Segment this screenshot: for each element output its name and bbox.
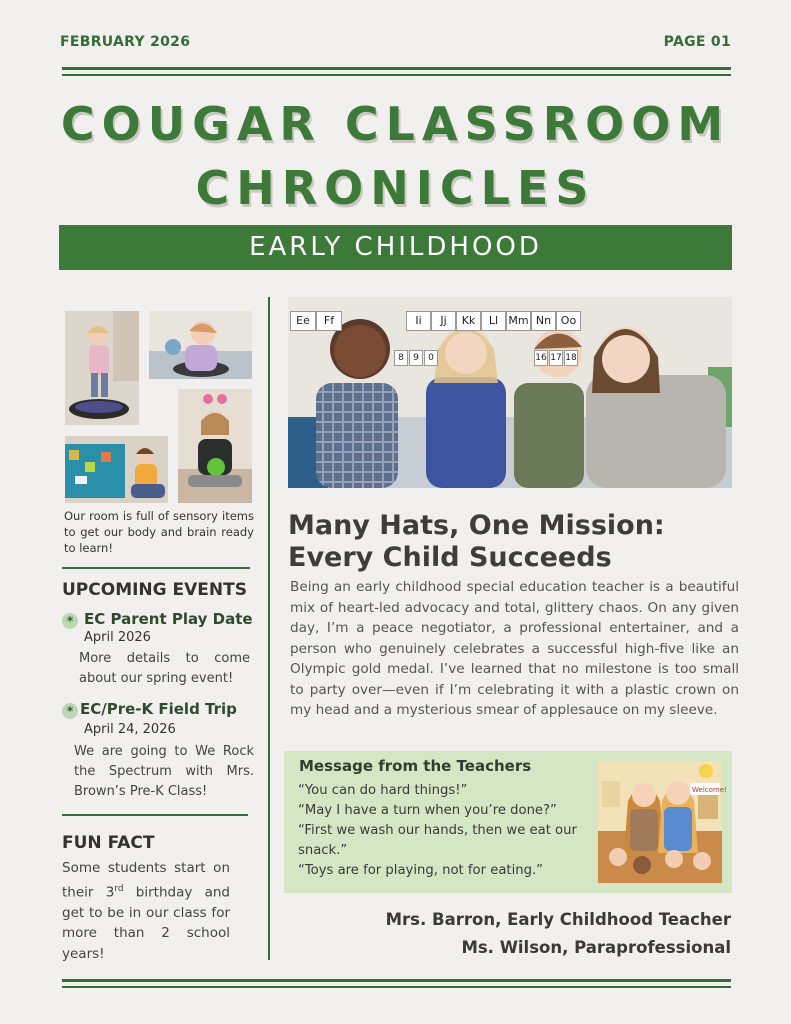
welcome-sign: Welcome!: [692, 786, 727, 794]
top-rule-2: [62, 74, 731, 76]
article-headline: [288, 510, 728, 574]
alphabet-card: Kk: [456, 311, 481, 331]
sensory-photo-spinner: [149, 311, 252, 379]
upcoming-events-title: UPCOMING EVENTS: [62, 580, 247, 600]
top-rule-1: [62, 67, 731, 70]
alphabet-card: Ll: [481, 311, 506, 331]
top-bar: [60, 34, 731, 52]
fun-fact-post: birthday and get to be in our class for more than 2 school years!: [62, 884, 230, 962]
event-text-2: We are going to We Rock the Spectrum with Mrs. Brown’s Pre-K Class!: [74, 744, 254, 799]
event-date-2: April 24, 2026: [84, 722, 176, 737]
event-title-1: EC Parent Play Date: [84, 610, 253, 628]
event-title-2: EC/Pre-K Field Trip: [80, 700, 237, 718]
fun-fact-sup: rd: [114, 883, 124, 894]
alphabet-card: Ii: [406, 311, 431, 331]
message-quotes: [298, 781, 588, 881]
alphabet-card: Ff: [316, 311, 342, 331]
masthead-line-2: CHRONICLES: [195, 161, 596, 215]
headline-line-1: Many Hats, One Mission:: [288, 510, 665, 541]
event-date-1: April 2026: [84, 630, 151, 645]
quote-line: “May I have a turn when you’re done?”: [298, 803, 557, 818]
quote-line: “First we wash our hands, then we eat our snack.”: [298, 823, 577, 858]
teachers-illustration: [598, 761, 727, 883]
fun-fact-pre: Some students start on their 3: [62, 860, 230, 900]
alphabet-card: Mm: [506, 311, 531, 331]
fun-fact-text: [62, 858, 230, 964]
masthead-title: [60, 92, 731, 220]
alphabet-card: Nn: [531, 311, 556, 331]
quote-line: “Toys are for playing, not for eating.”: [298, 863, 544, 878]
message-title: Message from the Teachers: [299, 757, 532, 775]
fun-fact-title: FUN FACT: [62, 833, 155, 853]
quote-line: “You can do hard things!”: [298, 783, 468, 798]
signature-para: Ms. Wilson, Paraprofessional: [461, 938, 731, 957]
bottom-rule-2: [62, 986, 731, 988]
alphabet-card: Oo: [556, 311, 581, 331]
photo-caption: Our room is full of sensory items to get our body and brain ready to learn!: [64, 509, 254, 555]
section-banner: EARLY CHILDHOOD: [59, 225, 732, 270]
number-card: 18: [564, 350, 578, 366]
class-photo: [288, 297, 732, 488]
number-card: 8: [394, 350, 408, 366]
sensory-photo-ball: [178, 389, 252, 503]
masthead-line-1: COUGAR CLASSROOM: [60, 97, 731, 151]
sidebar-divider-2: [62, 814, 248, 816]
asterisk-icon: *: [62, 613, 78, 629]
alphabet-card: Jj: [431, 311, 456, 331]
number-card: 9: [409, 350, 423, 366]
column-divider: [268, 297, 270, 960]
number-cards: [394, 345, 579, 363]
headline-line-2: Every Child Succeeds: [288, 542, 612, 573]
bottom-rule-1: [62, 979, 731, 982]
alphabet-card: Ee: [290, 311, 316, 331]
article-body: Being an early childhood special education teacher is a beautiful mix of heart-led advocacy and total, glittery chaos. On any given day, I’m a peace negotiator, a professional entertainer, and a person who genuinely celebrates a successful high-five like an Olympic gold medal. I’ve learned that no milestone is too small to party over—even if I’m celebrating it with a plastic crown on my head and a mysterious smear of applesauce on my sleeve.: [290, 579, 739, 718]
signature-teacher: Mrs. Barron, Early Childhood Teacher: [385, 910, 731, 929]
page-number: PAGE 01: [663, 34, 731, 50]
number-card: 0: [424, 350, 438, 366]
alphabet-cards: [290, 309, 581, 331]
sidebar-divider-1: [62, 567, 250, 569]
number-card: 16: [534, 350, 548, 366]
sensory-photo-trampoline: [65, 311, 139, 425]
sensory-photo-wall: [65, 436, 168, 503]
asterisk-icon: *: [62, 703, 78, 719]
issue-date: FEBRUARY 2026: [60, 34, 191, 50]
number-card: 17: [549, 350, 563, 366]
teacher-message-box: [284, 751, 732, 893]
event-text-1: More details to come about our spring event!: [79, 651, 250, 686]
